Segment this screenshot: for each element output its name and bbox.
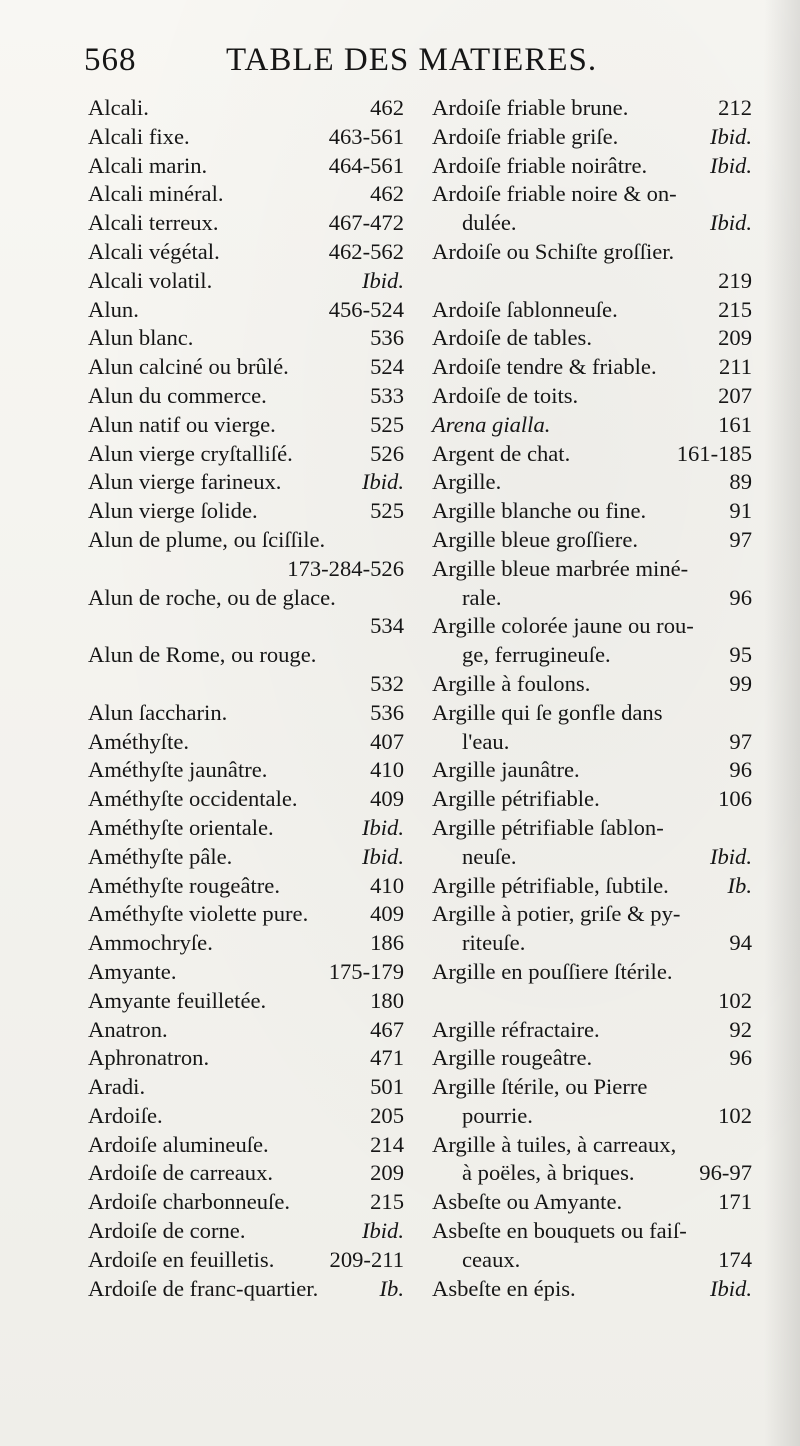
page-reference: 526 xyxy=(370,440,404,466)
index-entry xyxy=(432,728,752,757)
index-term: Alun vierge farineux. xyxy=(88,469,282,495)
index-entry xyxy=(432,987,752,1016)
index-term: Alun vierge cryſtalliſé. xyxy=(88,440,293,466)
index-entry xyxy=(88,1044,404,1073)
page-reference: 161-185 xyxy=(676,440,752,466)
index-term: Alun du commerce. xyxy=(88,382,267,408)
page-reference: 534 xyxy=(370,613,404,639)
page-reference: Ibid. xyxy=(361,1218,404,1244)
index-term: Asbeſte en bouquets ou faiſ- xyxy=(432,1218,687,1244)
page-reference: 467-472 xyxy=(328,210,404,236)
page-reference: 533 xyxy=(370,382,404,408)
index-entry xyxy=(432,497,752,526)
index-term: Alcali marin. xyxy=(88,152,208,178)
page-header xyxy=(84,42,724,94)
page-reference: 89 xyxy=(729,469,752,495)
page-reference: Ib. xyxy=(379,1275,404,1301)
page-reference: 525 xyxy=(370,498,404,524)
index-entry xyxy=(88,843,404,872)
page-reference: 214 xyxy=(370,1131,404,1157)
index-term: dulée. xyxy=(462,210,517,236)
index-entry xyxy=(432,1275,752,1304)
index-entry xyxy=(432,756,752,785)
page-reference: 410 xyxy=(370,757,404,783)
page-reference: Ib. xyxy=(727,872,752,898)
index-entry xyxy=(432,324,752,353)
index-entry xyxy=(88,440,404,469)
index-entry xyxy=(88,1102,404,1131)
page-reference: 464-561 xyxy=(328,152,404,178)
index-term: Aradi. xyxy=(88,1074,146,1100)
index-entry xyxy=(88,641,404,670)
index-entry xyxy=(88,987,404,1016)
index-term: Ardoiſe. xyxy=(88,1102,163,1128)
index-term: Arena gialla. xyxy=(432,411,551,437)
page-number: 568 xyxy=(84,42,137,78)
page-reference: 463-561 xyxy=(328,123,404,149)
page-reference: 462 xyxy=(370,181,404,207)
index-term: rale. xyxy=(462,584,502,610)
index-entry xyxy=(88,1016,404,1045)
index-term: Ardoiſe friable noire & on- xyxy=(432,181,677,207)
index-entry xyxy=(432,958,752,987)
index-entry xyxy=(432,814,752,843)
index-entry xyxy=(432,584,752,613)
page-reference: 532 xyxy=(370,670,404,696)
index-entry xyxy=(432,843,752,872)
page-reference: Ibid. xyxy=(709,843,752,869)
page-reference: 186 xyxy=(370,930,404,956)
index-term: Ardoiſe de franc-quartier. xyxy=(88,1275,319,1301)
index-entry xyxy=(432,1188,752,1217)
page-reference: 209-211 xyxy=(329,1246,404,1272)
index-entry xyxy=(432,440,752,469)
page-reference: 180 xyxy=(370,987,404,1013)
index-entry xyxy=(88,353,404,382)
index-entry xyxy=(88,612,404,641)
page-reference: Ibid. xyxy=(361,469,404,495)
page-reference: Ibid. xyxy=(361,267,404,293)
index-entry xyxy=(432,1159,752,1188)
index-entry xyxy=(432,1102,752,1131)
index-term: Ardoiſe tendre & friable. xyxy=(432,354,657,380)
page-reference: 471 xyxy=(370,1045,404,1071)
index-term: Argent de chat. xyxy=(432,440,571,466)
page-reference: 173-284-526 xyxy=(287,555,404,581)
page-reference: 96 xyxy=(729,757,752,783)
index-entry xyxy=(432,411,752,440)
index-entry xyxy=(88,468,404,497)
index-term: Argille à potier, griſe & py- xyxy=(432,901,681,927)
page-reference: 205 xyxy=(370,1102,404,1128)
page-reference: 102 xyxy=(718,1102,752,1128)
page-reference: 215 xyxy=(370,1189,404,1215)
index-entry xyxy=(88,1131,404,1160)
page-reference: 96 xyxy=(729,584,752,610)
index-entry xyxy=(432,699,752,728)
index-term: l'eau. xyxy=(462,728,510,754)
index-term: ceaux. xyxy=(462,1246,521,1272)
index-term: Alun de Rome, ou rouge. xyxy=(88,642,317,668)
page-reference: 99 xyxy=(729,670,752,696)
index-entry xyxy=(432,929,752,958)
index-term: Argille réfractaire. xyxy=(432,1016,600,1042)
index-term: Argille en pouſſiere ſtérile. xyxy=(432,958,673,984)
running-title: TABLE DES MATIERES. xyxy=(226,42,598,78)
page-reference: 174 xyxy=(718,1246,752,1272)
page-reference: 207 xyxy=(718,382,752,408)
index-entry xyxy=(432,1073,752,1102)
index-entry xyxy=(432,382,752,411)
index-term: Ardoiſe de tables. xyxy=(432,325,592,351)
page-reference: Ibid. xyxy=(709,152,752,178)
index-term: pourrie. xyxy=(462,1102,533,1128)
page-reference: Ibid. xyxy=(709,123,752,149)
index-term: neuſe. xyxy=(462,843,517,869)
index-entry xyxy=(88,411,404,440)
page-reference: 410 xyxy=(370,872,404,898)
index-term: Ardoiſe friable brune. xyxy=(432,95,629,120)
index-term: Argille jaunâtre. xyxy=(432,757,580,783)
index-entry xyxy=(88,872,404,901)
index-term: Alcali terreux. xyxy=(88,210,219,236)
index-entry xyxy=(88,1217,404,1246)
index-term: Alun blanc. xyxy=(88,325,194,351)
index-entry xyxy=(88,296,404,325)
index-entry xyxy=(432,468,752,497)
index-term: Argille blanche ou fine. xyxy=(432,498,647,524)
index-entry xyxy=(432,526,752,555)
index-entry xyxy=(88,1246,404,1275)
page-reference: 407 xyxy=(370,728,404,754)
index-entry xyxy=(88,958,404,987)
index-term: Argille qui ſe gonfle dans xyxy=(432,699,663,725)
index-entry xyxy=(432,1217,752,1246)
index-term: ge, ferrugineuſe. xyxy=(462,642,611,668)
page-reference: 215 xyxy=(718,296,752,322)
index-entry xyxy=(88,900,404,929)
page-reference: Ibid. xyxy=(361,843,404,869)
index-term: Anatron. xyxy=(88,1016,168,1042)
index-term: Ardoiſe de corne. xyxy=(88,1218,246,1244)
index-term: Argille pétrifiable. xyxy=(432,786,600,812)
index-entry xyxy=(432,209,752,238)
page-reference: 536 xyxy=(370,325,404,351)
index-term: Ardoiſe en feuilletis. xyxy=(88,1246,275,1272)
page-reference: 525 xyxy=(370,411,404,437)
index-term: Argille rougeâtre. xyxy=(432,1045,593,1071)
index-entry xyxy=(432,94,752,123)
index-term: Améthyſte jaunâtre. xyxy=(88,757,268,783)
index-term: Améthyſte orientale. xyxy=(88,814,274,840)
page-reference: 92 xyxy=(729,1016,752,1042)
index-entry xyxy=(88,555,404,584)
index-entry xyxy=(432,267,752,296)
page-reference: 501 xyxy=(370,1074,404,1100)
page-reference: 409 xyxy=(370,901,404,927)
index-entry xyxy=(88,1159,404,1188)
index-term: Alun de plume, ou ſciſſile. xyxy=(88,526,326,552)
index-term: Alcali. xyxy=(88,95,149,120)
index-entry xyxy=(88,1275,404,1304)
index-term: Argille pétrifiable ſablon- xyxy=(432,814,664,840)
index-entry xyxy=(88,929,404,958)
page-reference: 524 xyxy=(370,354,404,380)
page-edge-shadow xyxy=(764,0,800,1446)
index-entry xyxy=(88,526,404,555)
index-term: Ardoiſe ou Schiſte groſſier. xyxy=(432,238,675,264)
page-reference: 175-179 xyxy=(328,958,404,984)
page-reference: 209 xyxy=(370,1160,404,1186)
index-entry xyxy=(88,814,404,843)
index-term: Alun natif ou vierge. xyxy=(88,411,276,437)
index-entry xyxy=(432,670,752,699)
page-reference: 95 xyxy=(729,642,752,668)
page-reference: 211 xyxy=(718,354,752,380)
index-term: riteuſe. xyxy=(462,930,526,956)
page-reference: 91 xyxy=(729,498,752,524)
index-entry xyxy=(88,94,404,123)
page-reference: 171 xyxy=(718,1189,752,1215)
index-entry xyxy=(88,324,404,353)
index-entry xyxy=(88,152,404,181)
index-term: Asbeſte en épis. xyxy=(432,1275,576,1301)
page-reference: 209 xyxy=(718,325,752,351)
index-term: Alcali fixe. xyxy=(88,123,190,149)
index-entry xyxy=(88,1188,404,1217)
index-term: Ardoiſe charbonneuſe. xyxy=(88,1189,291,1215)
index-entry xyxy=(88,209,404,238)
index-entry xyxy=(432,238,752,267)
index-entry xyxy=(432,1044,752,1073)
index-entry xyxy=(432,900,752,929)
page-reference: 409 xyxy=(370,786,404,812)
index-entry xyxy=(432,180,752,209)
page-reference: 161 xyxy=(718,411,752,437)
index-term: Argille. xyxy=(432,469,502,495)
index-term: Ammochryſe. xyxy=(88,930,213,956)
index-term: Argille ſtérile, ou Pierre xyxy=(432,1074,648,1100)
index-entry xyxy=(432,296,752,325)
page-reference: 462 xyxy=(370,95,404,120)
index-term: Ardoiſe de carreaux. xyxy=(88,1160,274,1186)
page-reference: 106 xyxy=(718,786,752,812)
index-column-right xyxy=(432,94,752,1303)
page-reference: 97 xyxy=(729,526,752,552)
index-entry xyxy=(432,785,752,814)
index-term: Ardoiſe friable griſe. xyxy=(432,123,619,149)
page-reference: 212 xyxy=(718,95,752,120)
index-term: Alcali minéral. xyxy=(88,181,224,207)
page-reference: 96-97 xyxy=(699,1160,752,1186)
index-term: Ardoiſe alumineuſe. xyxy=(88,1131,269,1157)
index-term: Argille colorée jaune ou rou- xyxy=(432,613,694,639)
index-term: Alun calciné ou brûlé. xyxy=(88,354,289,380)
index-term: Améthyſte. xyxy=(88,728,190,754)
index-term: Améthyſte rougeâtre. xyxy=(88,872,280,898)
page-reference: 536 xyxy=(370,699,404,725)
index-column-left xyxy=(88,94,404,1303)
index-term: Améthyſte violette pure. xyxy=(88,901,309,927)
index-term: Argille bleue groſſiere. xyxy=(432,526,638,552)
index-term: Alun vierge ſolide. xyxy=(88,498,258,524)
index-entry xyxy=(88,123,404,152)
page-reference: 219 xyxy=(718,267,752,293)
index-term: Ardoiſe de toits. xyxy=(432,382,579,408)
index-entry xyxy=(88,382,404,411)
index-entry xyxy=(88,756,404,785)
index-entry xyxy=(432,872,752,901)
index-entry xyxy=(88,180,404,209)
index-entry xyxy=(88,497,404,526)
index-entry xyxy=(432,1246,752,1275)
index-term: Argille à foulons. xyxy=(432,670,591,696)
page-reference: Ibid. xyxy=(361,814,404,840)
page-reference: 462-562 xyxy=(328,238,404,264)
index-term: Amyante feuilletée. xyxy=(88,987,267,1013)
index-term: Amyante. xyxy=(88,958,177,984)
index-entry xyxy=(432,1131,752,1160)
page-reference: 102 xyxy=(718,987,752,1013)
index-entry xyxy=(432,152,752,181)
index-entry xyxy=(432,555,752,584)
index-term: Alcali végétal. xyxy=(88,238,220,264)
index-term: Argille pétrifiable, ſubtile. xyxy=(432,872,669,898)
index-term: Alun de roche, ou de glace. xyxy=(88,584,336,610)
page-reference: 96 xyxy=(729,1045,752,1071)
index-term: Améthyſte pâle. xyxy=(88,843,233,869)
page-reference: 456-524 xyxy=(328,296,404,322)
page-reference: Ibid. xyxy=(709,210,752,236)
index-term: Alun ſaccharin. xyxy=(88,699,228,725)
index-entry xyxy=(88,728,404,757)
page-reference: 94 xyxy=(729,930,752,956)
index-term: Asbeſte ou Amyante. xyxy=(432,1189,623,1215)
index-term: Alun. xyxy=(88,296,139,322)
index-term: Améthyſte occidentale. xyxy=(88,786,298,812)
index-term: à poëles, à briques. xyxy=(462,1160,635,1186)
index-entry xyxy=(88,785,404,814)
index-entry xyxy=(432,1016,752,1045)
index-entry xyxy=(88,584,404,613)
index-entry xyxy=(432,123,752,152)
index-entry xyxy=(88,670,404,699)
index-term: Ardoiſe friable noirâtre. xyxy=(432,152,648,178)
index-term: Ardoiſe ſablonneuſe. xyxy=(432,296,618,322)
page-reference: 97 xyxy=(729,728,752,754)
index-entry xyxy=(88,1073,404,1102)
index-term: Alcali volatil. xyxy=(88,267,213,293)
index-entry xyxy=(432,612,752,641)
index-term: Argille bleue marbrée miné- xyxy=(432,555,689,581)
index-entry xyxy=(88,238,404,267)
index-entry xyxy=(432,353,752,382)
index-entry xyxy=(432,641,752,670)
index-entry xyxy=(88,699,404,728)
page-reference: Ibid. xyxy=(709,1275,752,1301)
index-entry xyxy=(88,267,404,296)
page-reference: 467 xyxy=(370,1016,404,1042)
index-term: Aphronatron. xyxy=(88,1045,210,1071)
index-term: Argille à tuiles, à carreaux, xyxy=(432,1131,677,1157)
